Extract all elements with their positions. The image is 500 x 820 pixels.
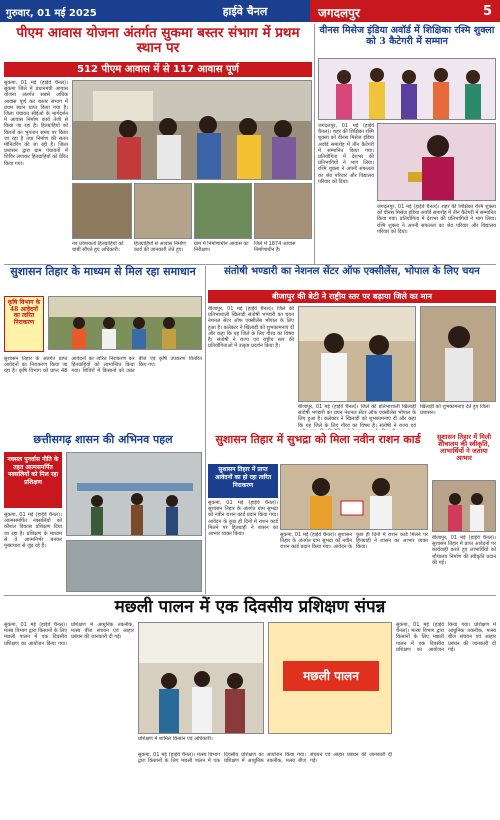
story8-body-right: सुकमा, 01 मई (हाईवे चैनल)। मत्स्य विभाग द्वारा किसानों के लिए मछली पालन में एक दिवसीय प्रशिक्षण का आयोजन किया गया। प्रशिक्षण में आधुनिक तकनीक, मत्स्य बीज संचयन एवं आहार प्रबंधन की जानकारी दी गई। bbox=[396, 622, 496, 653]
story1-caption-1: नव प्रवेशकर्ता हितग्राहियों को चाबी सौंपते हुए अधिकारी। bbox=[72, 241, 124, 253]
story2-photo-group bbox=[318, 58, 496, 120]
story4-photo bbox=[298, 306, 416, 402]
story6-body: सुकमा, 01 मई (हाईवे चैनल)। सुशासन तिहार के अंतर्गत ग्राम सुभद्रा को नवीन राशन कार्ड प्रदान किया गया। आवेदन के कुछ ही दिनों में राशन कार्ड मिलने पर हितग्राही ने शासन का आभार व्यक्त किया। bbox=[208, 500, 278, 538]
story6-body-cont: सुकमा, 01 मई (हाईवे चैनल)। सुशासन तिहार के अंतर्गत ग्राम सुभद्रा को नवीन राशन कार्ड प्रदान किया गया। आवेदन के कुछ ही दिनों में राशन कार्ड मिलने पर हितग्राही ने शासन का आभार व्यक्त किया। bbox=[280, 532, 428, 551]
story5-photo-1 bbox=[66, 452, 202, 536]
story8-body: सुकमा, 01 मई (हाईवे चैनल)। मत्स्य विभाग द्वारा किसानों के लिए मछली पालन में एक दिवसीय प्रशिक्षण का आयोजन किया गया। प्रशिक्षण में आधुनिक तकनीक, मत्स्य बीज संचयन एवं आहार प्रबंधन की जानकारी दी गई। bbox=[4, 622, 134, 647]
story5-photo-2 bbox=[66, 540, 202, 592]
story6-photo bbox=[280, 464, 428, 530]
story3-photo bbox=[48, 296, 202, 350]
masthead-date: गुरुवार, 01 मई 2025 bbox=[0, 0, 180, 22]
story7-body: बीजापुर, 01 मई (हाईवे चैनल)। सुशासन तिहार में प्राप्त आवेदनों पर कार्यवाही करते हुए लाभार्थियों को शौचालय निर्माण की स्वीकृति प्रदान की गई। bbox=[432, 535, 496, 566]
story7-photo bbox=[432, 480, 496, 532]
story5-sidebar bbox=[4, 452, 62, 508]
story5-sidebar-title: नक्सल पुनर्वास नीति के तहत आत्मसमर्पित नक्सलियों को मिल रहा प्रशिक्षण bbox=[7, 456, 59, 486]
story8-caption: प्रशिक्षण में शामिल किसान एवं अधिकारी। bbox=[138, 736, 213, 742]
masthead-city: जगदलपुर bbox=[318, 6, 360, 20]
story8-photo bbox=[138, 622, 264, 734]
page-number: 5 bbox=[482, 4, 492, 19]
story4-band: बीजापुर की बेटी ने राष्ट्रीय स्तर पर बढ़ाया जिले का मान bbox=[208, 290, 496, 303]
story8-banner-photo bbox=[268, 622, 392, 734]
story3-body: सुशासन तिहार के अंतर्गत प्राप्त आवेदनों का निराकरण किया जा रहा है। कृषि विभाग को प्राप्त 48 आवेदनों का त्वरित निराकरण कर हितग्राहियों को लाभान्वित किया गया। शिविरों में किसानों को उन्नत बीज एवं कृषि उपकरण वितरित किए गए। bbox=[4, 356, 202, 375]
story2-body: जगदलपुर, 01 मई (हाईवे चैनल)। शहर की शिक्षिका रश्मि शुक्ला को वीनस मिसेज इंडिया अवॉर्ड समारोह में तीन कैटेगरी में सम्मानित किया गया। प्रतियोगिता में देशभर की प्रतिभागियों ने भाग लिया। रश्मि शुक्ला ने अपनी सफलता का श्रेय परिवार और विद्यालय परिवार को दिया। bbox=[318, 123, 374, 185]
story2-photo-award bbox=[377, 123, 496, 201]
column-divider bbox=[314, 24, 315, 264]
story4-side-caption: खिलाड़ी को शुभकामनाएं देते हुए जिला प्रशासन। bbox=[420, 404, 490, 416]
story8-banner-text: मछली पालन bbox=[283, 661, 379, 691]
masthead-city-bar bbox=[310, 0, 500, 22]
story2-body-cont: जगदलपुर, 01 मई (हाईवे चैनल)। शहर की शिक्षिका रश्मि शुक्ला को वीनस मिसेज इंडिया अवॉर्ड समारोह में तीन कैटेगरी में सम्मानित किया गया। प्रतियोगिता में देशभर की प्रतिभागियों ने भाग लिया। रश्मि शुक्ला ने अपनी सफलता का श्रेय परिवार और विद्यालय परिवार को दिया। bbox=[377, 204, 496, 235]
story1-caption-4: जिले में 1874 आवास निर्माणाधीन हैं। bbox=[254, 241, 296, 253]
story1-band: 512 पीएम आवास में से 117 आवास पूर्ण bbox=[4, 62, 312, 77]
story7-headline: सुशासन तिहार में मिली शौचालय की स्वीकृति, लाभार्थियों ने जताया आभार bbox=[436, 433, 492, 463]
row-divider bbox=[4, 264, 496, 265]
story1-caption-2: हितग्राहियों से आवास निर्माण कार्य की जानकारी लेते हुए। bbox=[134, 241, 186, 253]
story6-headline: सुशासन तिहार में सुभद्रा को मिला नवीन राशन कार्ड bbox=[215, 433, 421, 446]
story5-body: सुकमा, 01 मई (हाईवे चैनल)। आत्मसमर्पित नक्सलियों को कौशल विकास प्रशिक्षण दिया जा रहा है। प्रशिक्षण के माध्यम से वे आत्मनिर्भर बनकर मुख्यधारा से जुड़ रहे हैं। bbox=[4, 512, 62, 550]
story4-body-cont: बीजापुर, 01 मई (हाईवे चैनल)। जिले की प्रतिभाशाली खिलाड़ी संतोषी भण्डारी का चयन नेशनल सेंटर ऑफ एक्सीलेंस भोपाल के लिए हुआ है। कलेक्टर ने खिलाड़ी को शुभकामनाएं दीं और कहा कि यह जिले के लिए गौरव का विषय है। संतोषी ने राज्य एवं bbox=[298, 404, 416, 429]
column-divider bbox=[205, 266, 206, 594]
story4-body: बीजापुर, 01 मई (हाईवे चैनल)। जिले की प्रतिभाशाली खिलाड़ी संतोषी भण्डारी का चयन नेशनल सेंटर ऑफ एक्सीलेंस भोपाल के लिए हुआ है। कलेक्टर ने खिलाड़ी को शुभकामनाएं दीं और कहा कि यह जिले के लिए गौरव का विषय है। संतोषी ने राज्य एवं राष्ट्रीय स्तर की प्रतियोगिताओं में उत्कृष्ट प्रदर्शन किया है। bbox=[208, 306, 294, 350]
story3-sidebar bbox=[4, 296, 44, 352]
masthead-paper-name: हाईवे चैनल bbox=[180, 0, 310, 22]
story4-headline: संतोषी भण्डारी का नेशनल सेंटर ऑफ एक्सीलेंस, भोपाल के लिए चयन bbox=[224, 266, 480, 277]
story2-headline: वीनस मिसेज इंडिया अवॉर्ड में शिक्षिका रश्मि शुक्ला को 3 कैटेगरी में सम्मान bbox=[319, 25, 495, 47]
story1-thumb-3 bbox=[194, 183, 252, 239]
story1-thumb-2 bbox=[134, 183, 192, 239]
story8-headline: मछली पालन में एक दिवसीय प्रशिक्षण संपन्न bbox=[114, 597, 386, 617]
story1-caption-3: ग्राम में निर्माणाधीन आवास का निरीक्षण। bbox=[194, 241, 249, 253]
story1-thumb-4 bbox=[254, 183, 312, 239]
story8-body-cont: सुकमा, 01 मई (हाईवे चैनल)। मत्स्य विभाग द्वारा किसानों के लिए मछली पालन में एक दिवसीय प्रशिक्षण का आयोजन किया गया। प्रशिक्षण में आधुनिक तकनीक, मत्स्य बीज संचयन एवं आहार प्रबंधन की जानकारी दी गई। bbox=[138, 752, 392, 765]
story3-sidebar-title: कृषि विभाग के 48 आवेदनों का त्वरित निराकरण bbox=[7, 299, 41, 326]
story1-headline: पीएम आवास योजना अंतर्गत सुकमा बस्तर संभाग में प्रथम स्थान पर bbox=[16, 25, 300, 56]
story5-headline: छत्तीसगढ़ शासन की अभिनव पहल bbox=[33, 433, 173, 446]
story3-headline: सुशासन तिहार के माध्यम से मिल रहा समाधान bbox=[10, 265, 196, 278]
story4-photo-side bbox=[420, 306, 496, 402]
masthead bbox=[0, 0, 500, 22]
story1-body: सुकमा, 01 मई (हाईवे चैनल)। सुकमा जिले में प्रधानमंत्री आवास योजना अंतर्गत सबसे अधिक आवास पूर्ण कर बस्तर संभाग में प्रथम स्थान प्राप्त किया गया है। जिला पंचायत सीईओ के मार्गदर्शन में आवास निर्माण कार्य तेजी से किया जा रहा है। हितग्राहियों को किश्तों का भुगतान समय पर किया जा रहा है तथा निर्माण की सतत मॉनिटरिंग की जा रही है। जिला प्रशासन द्वारा ग्राम पंचायतों में शिविर लगाकर हितग्राहियों को प्रेरित किया गया। bbox=[4, 80, 68, 167]
story6-badge: सुशासन तिहार में प्राप्त आवेदनों का हो रहा त्वरित निराकरण bbox=[208, 464, 278, 498]
row-divider bbox=[4, 595, 496, 596]
story1-photo bbox=[72, 80, 312, 180]
story1-thumb-1 bbox=[72, 183, 132, 239]
